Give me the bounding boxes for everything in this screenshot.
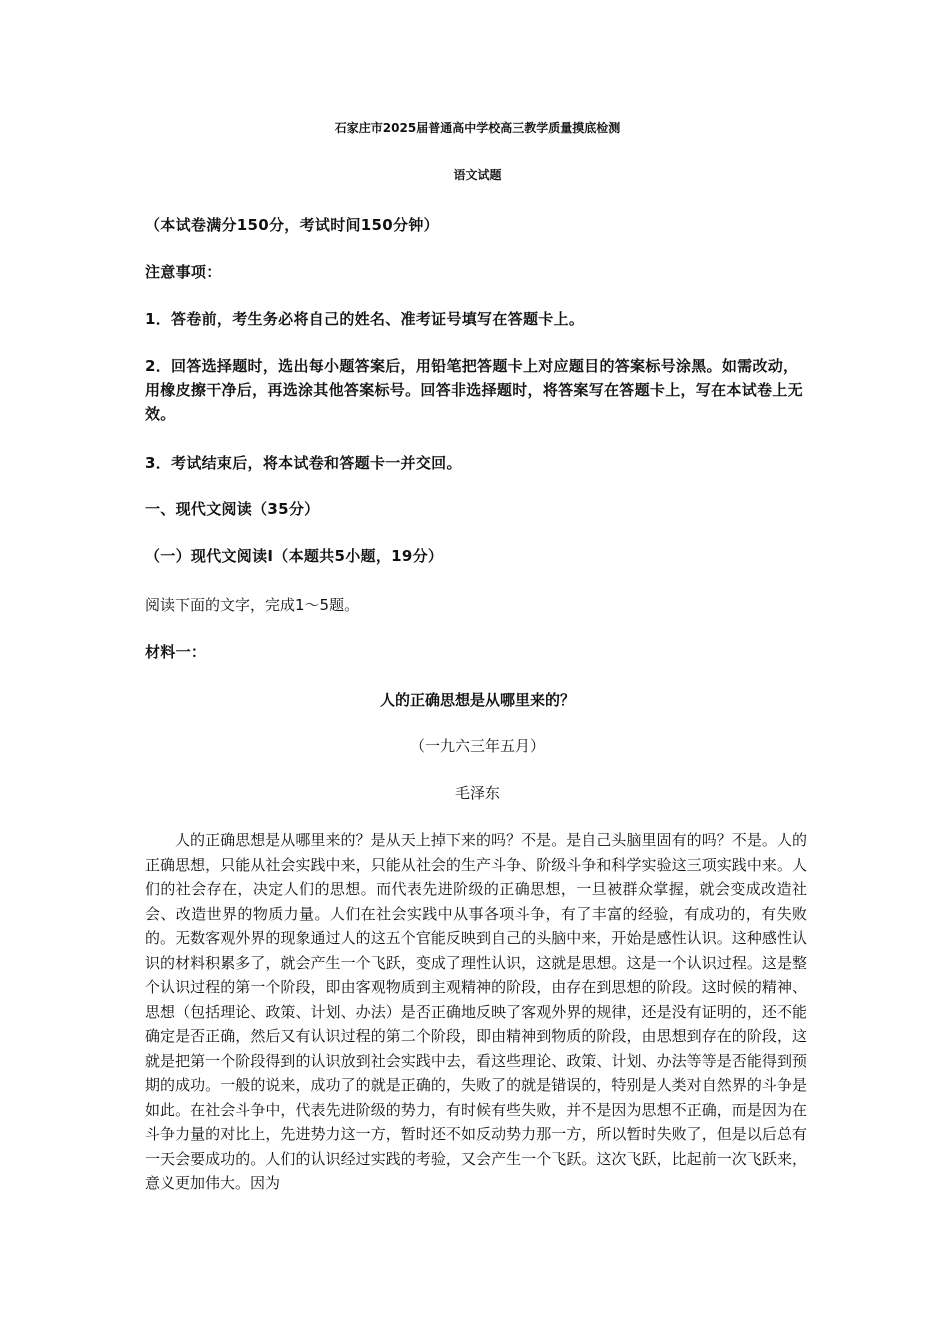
exam-score-time: （本试卷满分150分，考试时间150分钟） [145,216,439,234]
section-heading-part1: 一、现代文阅读（35分） [145,500,320,518]
article-title: 人的正确思想是从哪里来的？ [379,691,575,709]
subject-title: 语文试题 [453,168,502,182]
article-paragraph: 人的正确思想是从哪里来的？是从天上掉下来的吗？不是。是自己头脑里固有的吗？不是。人的正确思想，只能从社会实践中来，只能从社会的生产斗争、阶级斗争和科学实验这三项实践中来。人们的社会存在，决定人们的思想。而代表先进阶级的正确思想，一旦被群众掌握，就会变成改造社会、改造世界的物质力量。人们在社会实践中从事各项斗争，有了丰富的经验，有成功的，有失败的。无数客观外界的现象通过人的这五个官能反映到自己的头脑中来，开始是感性认识。这种感性认识的材料积累多了，就会产生一个飞跃，变成了理性认识，这就是思想。这是一个认识过程。这是整个认识过程的第一个阶段，即由客观物质到主观精神的阶段，由存在到思想的阶段。这时候的精神、思想（包括理论、政策、计划、办法）是否正确地反映了客观外界的规律，还是没有证明的，还不能确定是否正确，然后又有认识过程的第二个阶段，即由精神到物质的阶段，由思想到存在的阶段，这就是把第一个阶段得到的认识放到社会实践中去，看这些理论、政策、计划、办法等等是否能得到预期的成功。一般的说来，成功了的就是正确的，失败了的就是错误的，特别是人类对自然界的斗争是如此。在社会斗争中，代表先进阶级的势力，有时候有些失败，并不是因为思想不正确，而是因为在斗争力量的对比上，先进势力这一方，暂时还不如反动势力那一方，所以暂时失败了，但是以后总有一天会要成功的。人们的认识经过实践的考验，又会产生一个飞跃。这次飞跃，比起前一次飞跃来，意义更加伟大。因为 [145,831,807,1192]
note-item-1: 1．答卷前，考生务必将自己的姓名、准考证号填写在答题卡上。 [145,310,585,328]
article-date: （一九六三年五月） [409,737,545,755]
exam-title: 石家庄市2025届普通高中学校高三教学质量摸底检测 [334,121,621,135]
note-item-2: 2．回答选择题时，选出每小题答案后，用铅笔把答题卡上对应题目的答案标号涂黑。如需改动，用橡皮擦干净后，再选涂其他答案标号。回答非选择题时，将答案写在答题卡上，写在本试卷上无效。 [145,357,803,423]
notes-heading: 注意事项： [145,263,222,281]
material-label: 材料一： [145,643,207,661]
article-author: 毛泽东 [454,784,500,802]
subsection-heading: （一）现代文阅读Ⅰ（本题共5小题，19分） [145,547,444,565]
note-item-3: 3．考试结束后，将本试卷和答题卡一并交回。 [145,454,462,472]
reading-instruction: 阅读下面的文字，完成1～5题。 [145,596,360,614]
